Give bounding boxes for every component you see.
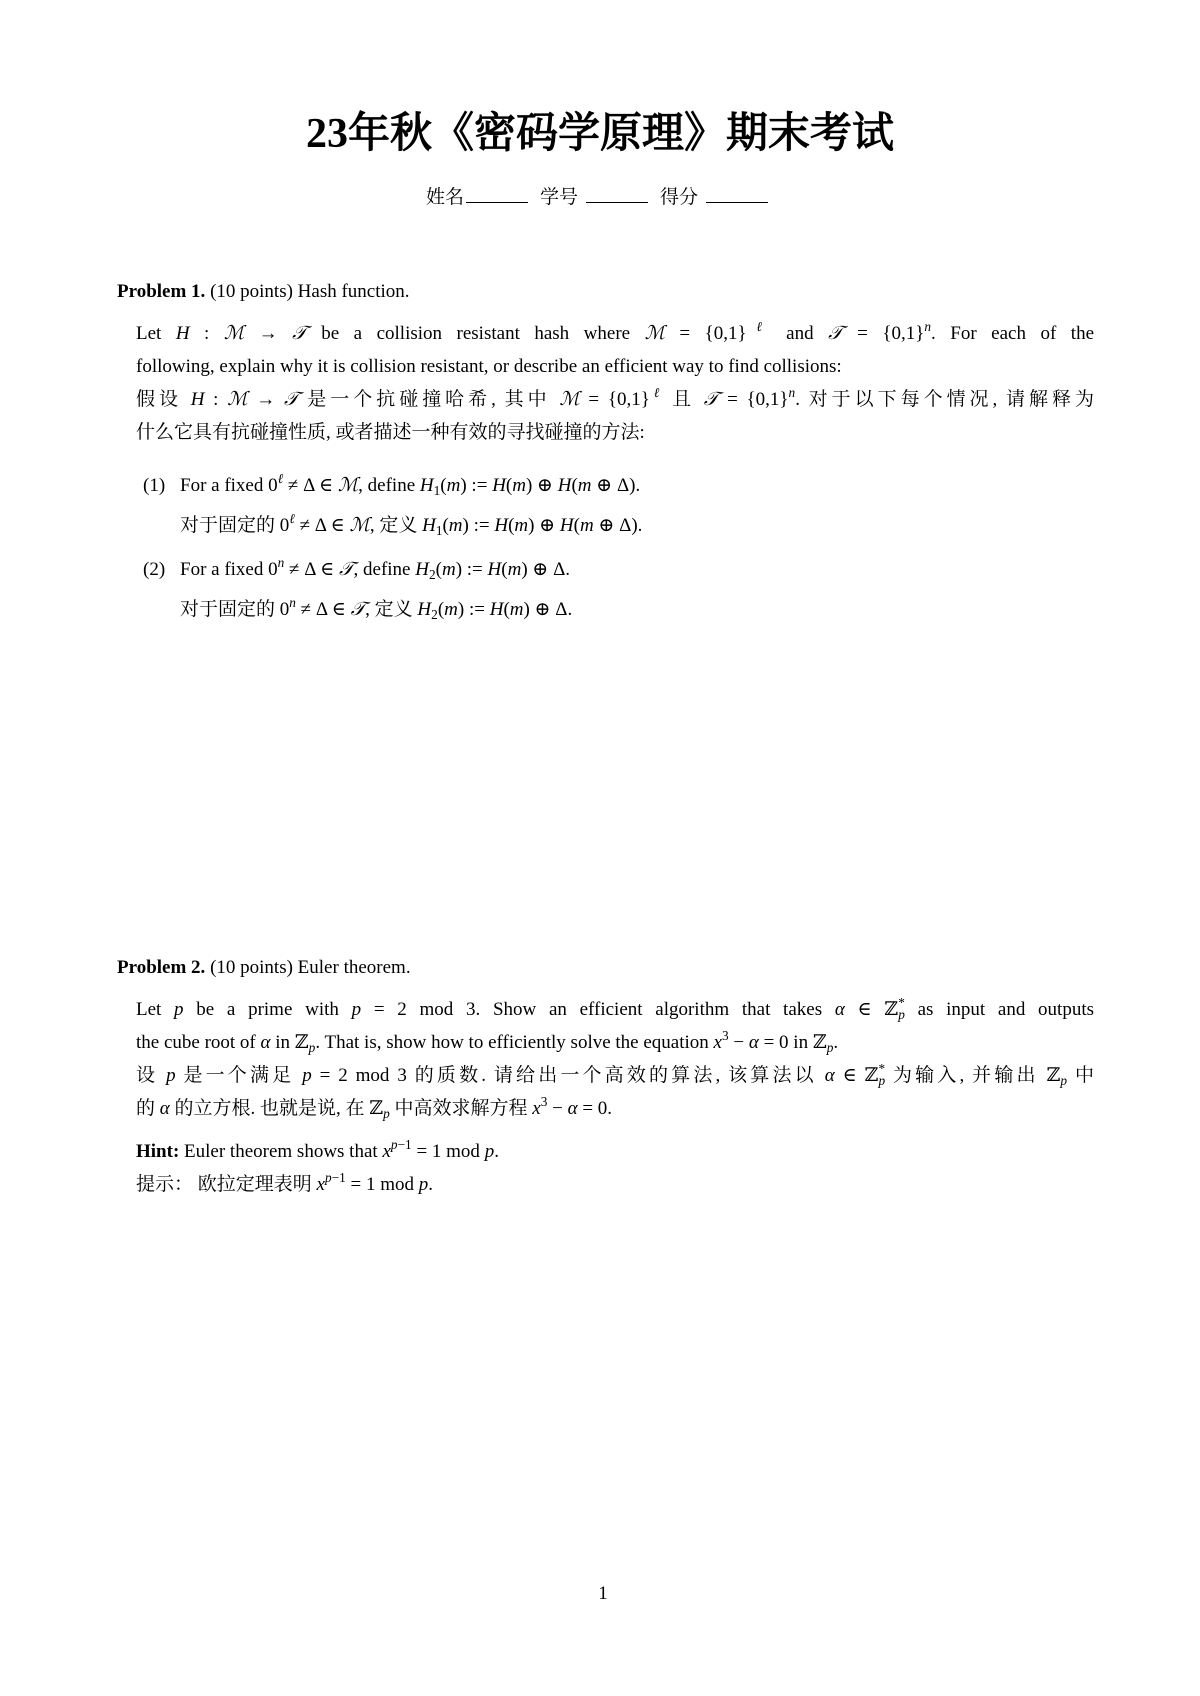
text-run: . bbox=[494, 1141, 499, 1162]
superscript: ℓ bbox=[746, 319, 772, 335]
text-run: For a fixed 0 bbox=[180, 559, 278, 580]
math-symbol: H bbox=[494, 515, 509, 536]
subscript: 1 bbox=[435, 522, 443, 538]
text-run: ⊕ Δ). bbox=[591, 475, 641, 496]
text-run: = 2 mod 3 的质数. 请给出一个高效的算法, 该算法以 bbox=[311, 1065, 825, 1086]
math-symbol: 𝒯 bbox=[338, 559, 354, 580]
text-run: in ℤ bbox=[270, 1032, 309, 1053]
math-symbol: H bbox=[415, 559, 429, 580]
math-symbol: 𝒯 bbox=[828, 323, 843, 344]
text-run: ( bbox=[571, 475, 578, 496]
problem-topic: (10 points) Euler theorem. bbox=[210, 957, 411, 978]
text-run: ( bbox=[437, 599, 445, 620]
math-symbol: x bbox=[713, 1032, 722, 1053]
math-symbol: H bbox=[489, 599, 504, 620]
math-symbol: 𝒯 bbox=[292, 323, 307, 344]
superscript: ℓ bbox=[289, 511, 295, 527]
exam-title: 23年秋《密码学原理》期末考试 bbox=[305, 111, 894, 157]
subscript: p bbox=[383, 1105, 390, 1121]
math-symbol: α bbox=[824, 1065, 835, 1086]
text-run: 假设 bbox=[136, 389, 191, 410]
superscript: −1 bbox=[331, 1170, 346, 1186]
text-run: = {0,1} bbox=[579, 389, 650, 410]
text-run: . bbox=[833, 1032, 839, 1053]
text-run: . That is, show how to efficiently solve the equation bbox=[315, 1032, 714, 1053]
superscript: n bbox=[277, 555, 285, 571]
text-run: ≠ Δ ∈ bbox=[283, 475, 338, 496]
text-run: be a prime with bbox=[183, 999, 352, 1020]
text-run: 为输入, 并输出 ℤ bbox=[885, 1065, 1061, 1086]
math-symbol: H bbox=[175, 323, 190, 344]
text-run: , 定义 bbox=[369, 515, 423, 536]
math-symbol: H bbox=[419, 475, 434, 496]
text-run: 中 bbox=[1067, 1065, 1094, 1086]
text-run: Let bbox=[136, 323, 176, 344]
page-number: 1 bbox=[598, 1583, 608, 1604]
subquestion-1 bbox=[143, 466, 1094, 546]
text-run: . bbox=[428, 1174, 434, 1195]
text-run: = {0,1} bbox=[718, 389, 789, 410]
text-run: ( bbox=[573, 515, 580, 536]
math-symbol: p bbox=[418, 1174, 429, 1195]
text-run: : bbox=[204, 389, 228, 410]
math-symbol: m bbox=[448, 515, 463, 536]
problem-label: Problem 1. bbox=[117, 281, 206, 302]
math-symbol: x bbox=[316, 1174, 325, 1195]
math-symbol: m bbox=[579, 515, 594, 536]
problem-1-heading bbox=[117, 275, 410, 308]
math-symbol: H bbox=[422, 515, 436, 536]
text-run: ( bbox=[508, 515, 515, 536]
text-line bbox=[180, 506, 1094, 546]
superscript: * bbox=[878, 1061, 886, 1077]
superscript: * bbox=[898, 995, 905, 1011]
superscript: ℓ bbox=[649, 385, 664, 401]
problem-1-body bbox=[136, 317, 1094, 449]
math-symbol: H bbox=[559, 515, 574, 536]
text-run: = 1 mod bbox=[411, 1141, 485, 1162]
superscript: 3 bbox=[540, 1094, 548, 1110]
text-run: 提示： 欧拉定理表明 bbox=[136, 1174, 317, 1195]
math-symbol: H bbox=[417, 599, 432, 620]
superscript: n bbox=[924, 319, 932, 335]
student-id-label: 学号 bbox=[539, 187, 578, 208]
superscript: n bbox=[289, 595, 296, 611]
text-run: ≠ Δ ∈ bbox=[295, 599, 351, 620]
text-run: = 0 in ℤ bbox=[758, 1032, 827, 1053]
subscript: p bbox=[1060, 1072, 1068, 1088]
text-line bbox=[180, 466, 1094, 506]
bold-text: Hint: bbox=[136, 1141, 180, 1162]
text-run: following, explain why it is collision resistant, or describe an efficient way to find collisions: bbox=[136, 356, 842, 377]
text-run: 对于固定的 0 bbox=[180, 599, 290, 620]
text-run: = {0,1} bbox=[664, 323, 747, 344]
text-run: and bbox=[771, 323, 829, 344]
text-run: ) := bbox=[462, 515, 495, 536]
text-run: as input and outputs bbox=[904, 999, 1094, 1020]
problem-2-body bbox=[136, 993, 1094, 1125]
subquestion-2 bbox=[143, 550, 1094, 630]
superscript: p bbox=[324, 1170, 332, 1186]
math-symbol: m bbox=[441, 559, 456, 580]
hint-block bbox=[136, 1135, 1094, 1201]
subscript: p bbox=[898, 1006, 905, 1022]
problem-2-heading bbox=[117, 951, 411, 984]
text-run: ) := bbox=[455, 559, 488, 580]
text-run: = 1 mod bbox=[345, 1174, 419, 1195]
text-run: 什么它具有抗碰撞性质, 或者描述一种有效的寻找碰撞的方法: bbox=[136, 422, 645, 443]
name-blank bbox=[466, 185, 528, 203]
math-symbol: ℳ bbox=[337, 475, 359, 496]
text-run: Let bbox=[136, 999, 175, 1020]
math-symbol: 𝒯 bbox=[703, 389, 719, 410]
text-run: − bbox=[728, 1032, 749, 1053]
name-label: 姓名 bbox=[425, 187, 464, 208]
text-run: → bbox=[244, 323, 293, 344]
superscript: −1 bbox=[397, 1137, 412, 1153]
text-run: − bbox=[547, 1098, 568, 1119]
text-run: ≠ Δ ∈ bbox=[294, 515, 350, 536]
subscript: 2 bbox=[428, 566, 436, 582]
text-run: 的立方根. 也就是说, 在 ℤ bbox=[169, 1098, 384, 1119]
student-info-line bbox=[0, 184, 1200, 212]
text-run: ) := bbox=[457, 599, 490, 620]
text-run: = 2 mod 3. Show an efficient algorithm that takes bbox=[361, 999, 835, 1020]
math-symbol: x bbox=[532, 1098, 541, 1119]
math-symbol: x bbox=[382, 1141, 391, 1162]
text-run: , define bbox=[353, 559, 416, 580]
text-run: be a collision resistant hash where bbox=[306, 323, 645, 344]
text-line bbox=[136, 1092, 1094, 1125]
math-symbol: 𝒯 bbox=[350, 599, 366, 620]
math-symbol: H bbox=[557, 475, 572, 496]
text-line bbox=[136, 1059, 1094, 1092]
math-symbol: m bbox=[507, 559, 522, 580]
text-run: ∈ ℤ bbox=[834, 1065, 879, 1086]
text-run: . 对于以下每个情况, 请解释为 bbox=[795, 389, 1094, 410]
subquestion-label: (1) bbox=[143, 475, 166, 496]
text-run: ( bbox=[501, 559, 508, 580]
subscript: 2 bbox=[431, 606, 438, 622]
text-run: , 定义 bbox=[365, 599, 418, 620]
text-line bbox=[136, 993, 1094, 1026]
problem-label: Problem 2. bbox=[117, 957, 206, 978]
math-symbol: m bbox=[577, 475, 592, 496]
text-line bbox=[136, 1168, 1094, 1201]
text-line bbox=[136, 1135, 1094, 1168]
text-run: = {0,1} bbox=[842, 323, 925, 344]
math-symbol: ℳ bbox=[223, 323, 245, 344]
math-symbol: α bbox=[260, 1032, 271, 1053]
text-run: = 0. bbox=[577, 1098, 613, 1119]
math-symbol: ℳ bbox=[559, 389, 580, 410]
score-label: 得分 bbox=[660, 187, 699, 208]
math-symbol: p bbox=[166, 1065, 176, 1086]
text-run: 中高效求解方程 bbox=[389, 1098, 533, 1119]
subquestion-list bbox=[143, 466, 1094, 634]
math-symbol: m bbox=[444, 599, 458, 620]
text-run: ) ⊕ Δ. bbox=[523, 599, 573, 620]
text-run: Euler theorem shows that bbox=[179, 1141, 383, 1162]
text-run: 对于固定的 0 bbox=[180, 515, 290, 536]
math-symbol: m bbox=[514, 515, 529, 536]
subscript: p bbox=[826, 1039, 834, 1055]
math-symbol: α bbox=[159, 1098, 170, 1119]
text-line bbox=[136, 416, 1094, 449]
problem-topic: (10 points) Hash function. bbox=[210, 281, 410, 302]
math-symbol: m bbox=[446, 475, 461, 496]
text-line bbox=[136, 317, 1094, 350]
math-symbol: ℳ bbox=[644, 323, 665, 344]
math-symbol: H bbox=[190, 389, 205, 410]
text-run: , define bbox=[358, 475, 420, 496]
math-symbol: H bbox=[492, 475, 506, 496]
superscript: p bbox=[390, 1137, 398, 1153]
text-run: ) := bbox=[460, 475, 493, 496]
text-run: ) ⊕ bbox=[525, 475, 558, 496]
text-line bbox=[180, 550, 1094, 590]
text-run: ( bbox=[442, 515, 449, 536]
text-run: For a fixed 0 bbox=[180, 475, 278, 496]
text-line bbox=[136, 1026, 1094, 1059]
math-symbol: m bbox=[509, 599, 524, 620]
math-symbol: ℳ bbox=[227, 389, 248, 410]
text-run: . For each of the bbox=[931, 323, 1094, 344]
math-symbol: α bbox=[567, 1098, 578, 1119]
text-run: ( bbox=[505, 475, 513, 496]
math-symbol: H bbox=[487, 559, 502, 580]
text-run: ( bbox=[435, 559, 442, 580]
text-run: → bbox=[247, 389, 284, 410]
math-symbol: p bbox=[351, 999, 362, 1020]
text-run: ∈ ℤ bbox=[844, 999, 899, 1020]
text-run: the cube root of bbox=[136, 1032, 261, 1053]
subquestion-text bbox=[180, 550, 1094, 630]
subscript: p bbox=[878, 1072, 886, 1088]
score-blank bbox=[706, 185, 768, 203]
subscript: p bbox=[308, 1039, 316, 1055]
text-run: 的 bbox=[136, 1098, 160, 1119]
math-symbol: α bbox=[834, 999, 845, 1020]
math-symbol: p bbox=[302, 1065, 312, 1086]
text-run: ( bbox=[503, 599, 510, 620]
text-run: ) ⊕ Δ. bbox=[521, 559, 571, 580]
text-line bbox=[136, 350, 1094, 383]
text-run: ( bbox=[440, 475, 447, 496]
math-symbol: p bbox=[174, 999, 184, 1020]
text-run: ) ⊕ bbox=[528, 515, 560, 536]
superscript: 3 bbox=[721, 1028, 729, 1044]
math-symbol: 𝒯 bbox=[283, 389, 299, 410]
text-line bbox=[136, 383, 1094, 416]
student-id-blank bbox=[586, 185, 648, 203]
text-run: ⊕ Δ). bbox=[593, 515, 643, 536]
text-run: ≠ Δ ∈ bbox=[284, 559, 339, 580]
math-symbol: m bbox=[512, 475, 526, 496]
superscript: ℓ bbox=[277, 471, 284, 487]
text-run: 是一个满足 bbox=[175, 1065, 303, 1086]
subscript: 1 bbox=[433, 482, 441, 498]
math-symbol: ℳ bbox=[349, 515, 370, 536]
subquestion-text bbox=[180, 466, 1094, 546]
text-line bbox=[180, 590, 1094, 630]
math-symbol: α bbox=[748, 1032, 759, 1053]
text-run: : bbox=[189, 323, 224, 344]
subquestion-label: (2) bbox=[143, 559, 166, 580]
text-run: 设 bbox=[136, 1065, 167, 1086]
text-run: 且 bbox=[663, 389, 704, 410]
text-run: 是一个抗碰撞哈希, 其中 bbox=[298, 389, 560, 410]
math-symbol: p bbox=[484, 1141, 495, 1162]
superscript: n bbox=[788, 385, 796, 401]
